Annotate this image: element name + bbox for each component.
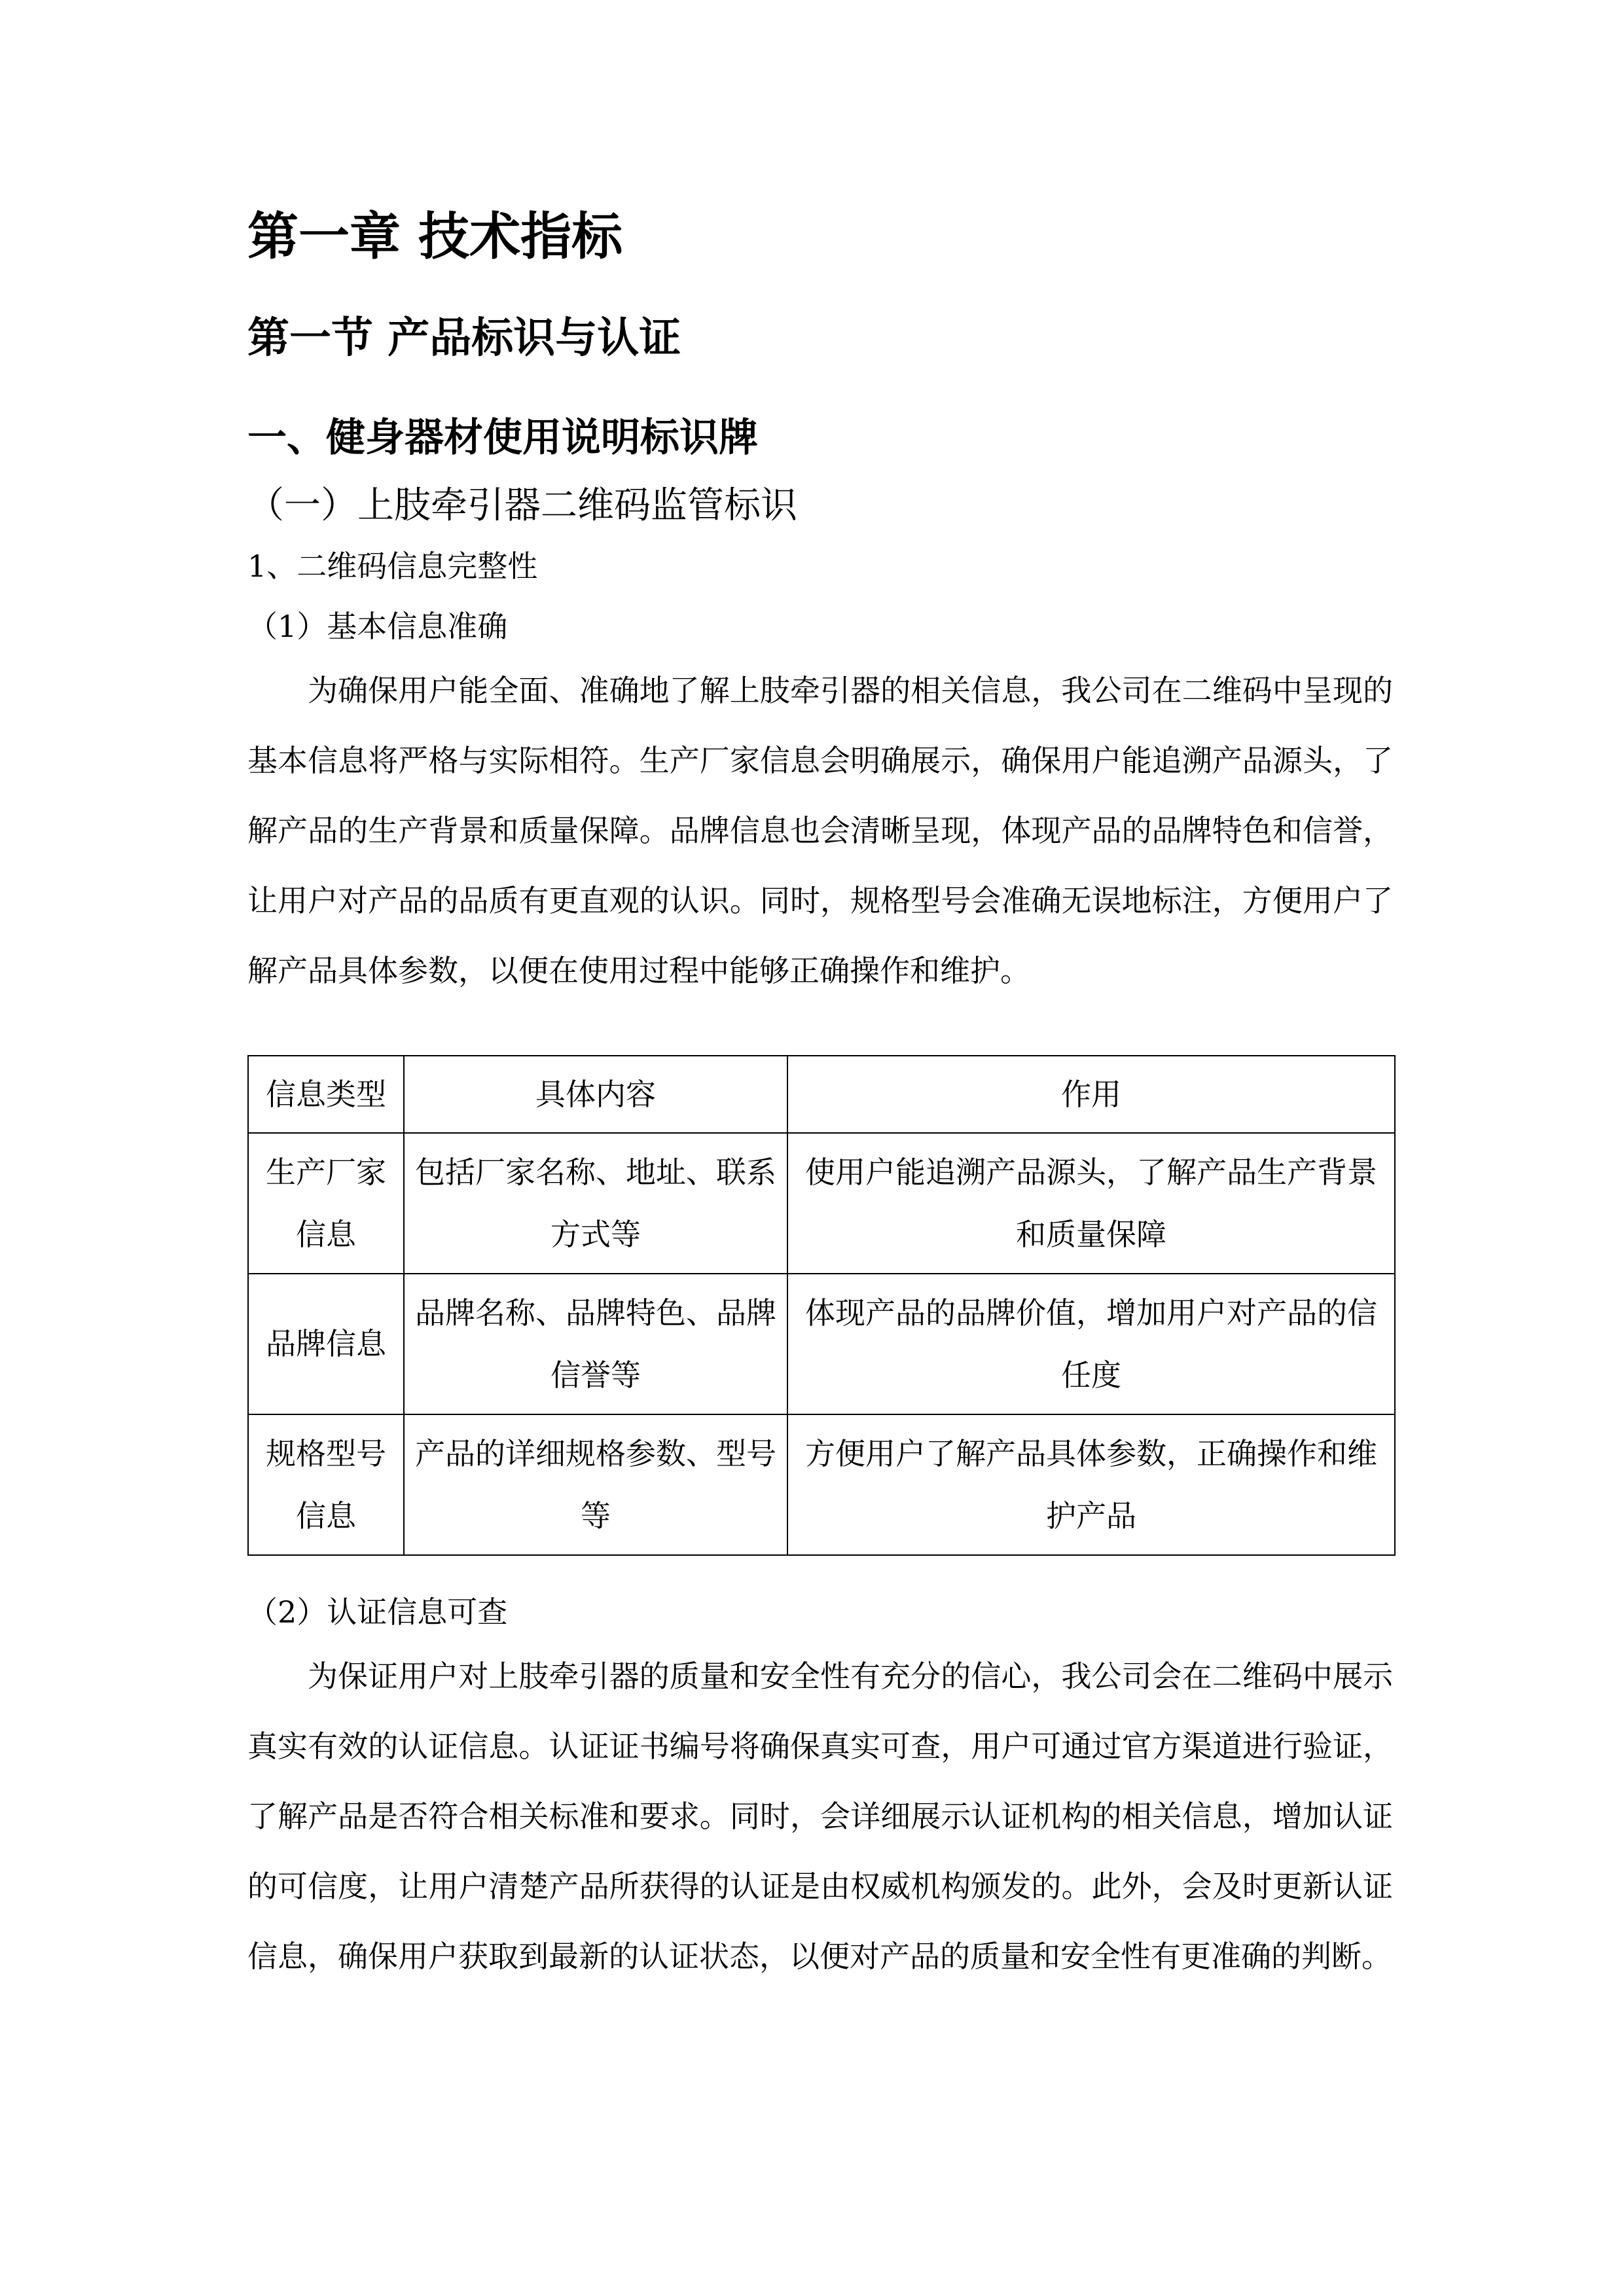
subsection-title: 一、健身器材使用说明标识牌 [247,415,758,461]
sub-heading-certification: （2）认证信息可查 [247,1594,508,1630]
table-row [248,1274,1395,1414]
table-cell: 包括厂家名称、地址、联系方式等 [404,1133,787,1274]
table-header-row [248,1056,1395,1133]
sub-heading-basic-info: （1）基本信息准确 [247,609,508,644]
table-header-cell: 具体内容 [404,1056,787,1133]
table-cell: 规格型号信息 [248,1414,404,1555]
item-title: （一）上肢牵引器二维码监管标识 [247,484,797,527]
chapter-title: 第一章 技术指标 [247,207,623,266]
paragraph-certification: 为保证用户对上肢牵引器的质量和安全性有充分的信心，我公司会在二维码中展示真实有效的认证信息。认证证书编号将确保真实可查，用户可通过官方渠道进行验证，了解产品是否符合相关标准和要求。同时，会详细展示认证机构的相关信息，增加认证的可信度，让用户清楚产品所获得的认证是由权威机构颁发的。此外，会及时更新认证信息，确保用户获取到最新的认证状态，以便对产品的质量和安全性有更准确的判断。 [247,1659,1393,1974]
table-cell: 方便用户了解产品具体参数，正确操作和维护产品 [787,1414,1395,1555]
table-row [248,1133,1395,1274]
table-cell: 产品的详细规格参数、型号等 [404,1414,787,1555]
table-header-cell: 信息类型 [248,1056,404,1133]
table-cell: 体现产品的品牌价值，增加用户对产品的信任度 [787,1274,1395,1414]
section-title: 第一节 产品标识与认证 [247,314,681,363]
info-table [247,1055,1396,1556]
table-cell: 使用户能追溯产品源头，了解产品生产背景和质量保障 [787,1133,1395,1274]
point-title: 1、二维码信息完整性 [247,548,538,584]
table-cell: 品牌名称、品牌特色、品牌信誉等 [404,1274,787,1414]
table-cell: 品牌信息 [248,1274,404,1414]
table-cell: 生产厂家信息 [248,1133,404,1274]
table-header-cell: 作用 [787,1056,1395,1133]
table-row [248,1414,1395,1555]
paragraph-basic-info: 为确保用户能全面、准确地了解上肢牵引器的相关信息，我公司在二维码中呈现的基本信息将严格与实际相符。生产厂家信息会明确展示，确保用户能追溯产品源头，了解产品的生产背景和质量保障。品牌信息也会清晰呈现，体现产品的品牌特色和信誉，让用户对产品的品质有更直观的认识。同时，规格型号会准确无误地标注，方便用户了解产品具体参数，以便在使用过程中能够正确操作和维护。 [247,673,1393,988]
